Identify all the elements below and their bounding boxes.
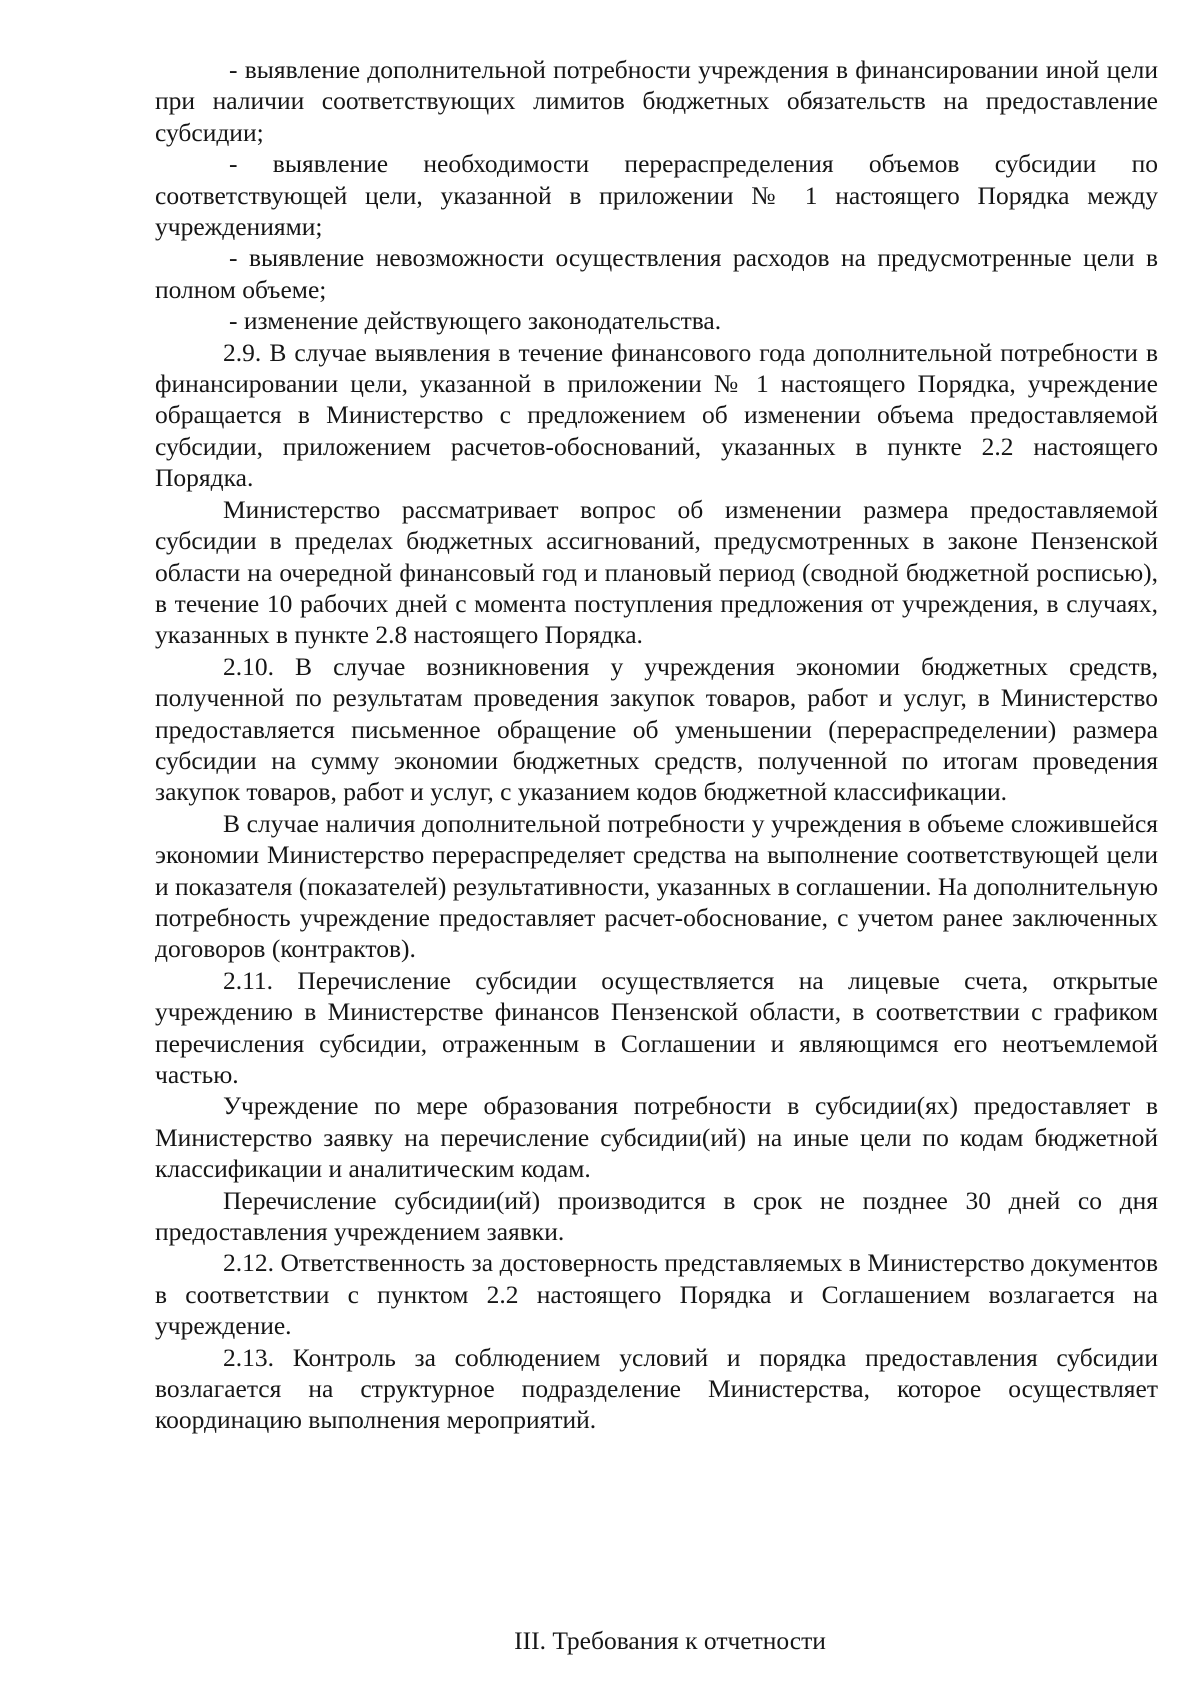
paragraph-additional-need: В случае наличия дополнительной потребности у учреждения в объеме сложившейся экономии Министерство перераспределяет средства на выполнение соответствующей цели и показателя (показателей) результативности, указанных в соглашении. На дополнительную потребность учреждение предоставляет расчет-обоснование, с учетом ранее заключенных договоров (контрактов).	[155, 808, 1159, 964]
paragraph-2-9: 2.9. В случае выявления в течение финансового года дополнительной потребности в финансировании цели, указанной в приложении № 1 настоящего Порядка, учреждение обращается в Министерство с предложением об изменении объема предоставляемой субсидии, приложением расчетов-обоснований, указанных в пункте 2.2 настоящего Порядка.	[155, 337, 1158, 493]
paragraph-2-11: 2.11. Перечисление субсидии осуществляется на лицевые счета, открытые учреждению в Министерстве финансов Пензенской области, в соответствии с графиком перечисления субсидии, отраженным в Соглашении и являющимся его неотъемлемой частью.	[155, 965, 1158, 1089]
paragraph-1: - выявление дополнительной потребности учреждения в финансировании иной цели при наличии соответствующих лимитов бюджетных обязательств на предоставление субсидии;	[155, 55, 1158, 147]
paragraph-request: Учреждение по мере образования потребности в субсидии(ях) предоставляет в Министерство заявку на перечисление субсидии(ий) на иные цели по кодам бюджетной классификации и аналитическим кодам.	[155, 1091, 1158, 1184]
paragraph-4: - изменение действующего законодательства.	[229, 306, 722, 336]
paragraph-3: - выявление невозможности осуществления расходов на предусмотренные цели в полном объеме;	[155, 243, 1158, 304]
section-heading: III. Требования к отчетности	[514, 1626, 826, 1655]
paragraph-ministry-review: Министерство рассматривает вопрос об изменении размера предоставляемой субсидии в пределах бюджетных ассигнований, предусмотренных в законе Пензенской области на очередной финансовый год и плановый период (сводной бюджетной росписью), в течение 10 рабочих дней с момента поступления предложения от учреждения, в случаях, указанных в пункте 2.8 настоящего Порядка.	[155, 494, 1158, 650]
paragraph-2: - выявление необходимости перераспределения объемов субсидии по соответствующей цели, указанной в приложении № 1 настоящего Порядка между учреждениями;	[155, 149, 1158, 242]
document-body	[155, 54, 1158, 1436]
paragraph-2-10: 2.10. В случае возникновения у учреждения экономии бюджетных средств, полученной по результатам проведения закупок товаров, работ и услуг, в Министерство предоставляется письменное обращение об уменьшении (перераспределении) размера субсидии на сумму экономии бюджетных средств, полученной по итогам проведения закупок товаров, работ и услуг, с указанием кодов бюджетной классификации.	[155, 651, 1158, 807]
paragraph-transfer-term: Перечисление субсидии(ий) производится в срок не позднее 30 дней со дня предоставления учреждением заявки.	[155, 1185, 1158, 1247]
paragraph-2-12: 2.12. Ответственность за достоверность представляемых в Министерство документов в соответствии с пунктом 2.2 настоящего Порядка и Соглашением возлагается на учреждение.	[155, 1248, 1158, 1341]
paragraph-2-13: 2.13. Контроль за соблюдением условий и порядка предоставления субсидии возлагается на структурное подразделение Министерства, которое осуществляет координацию выполнения мероприятий.	[155, 1342, 1158, 1435]
